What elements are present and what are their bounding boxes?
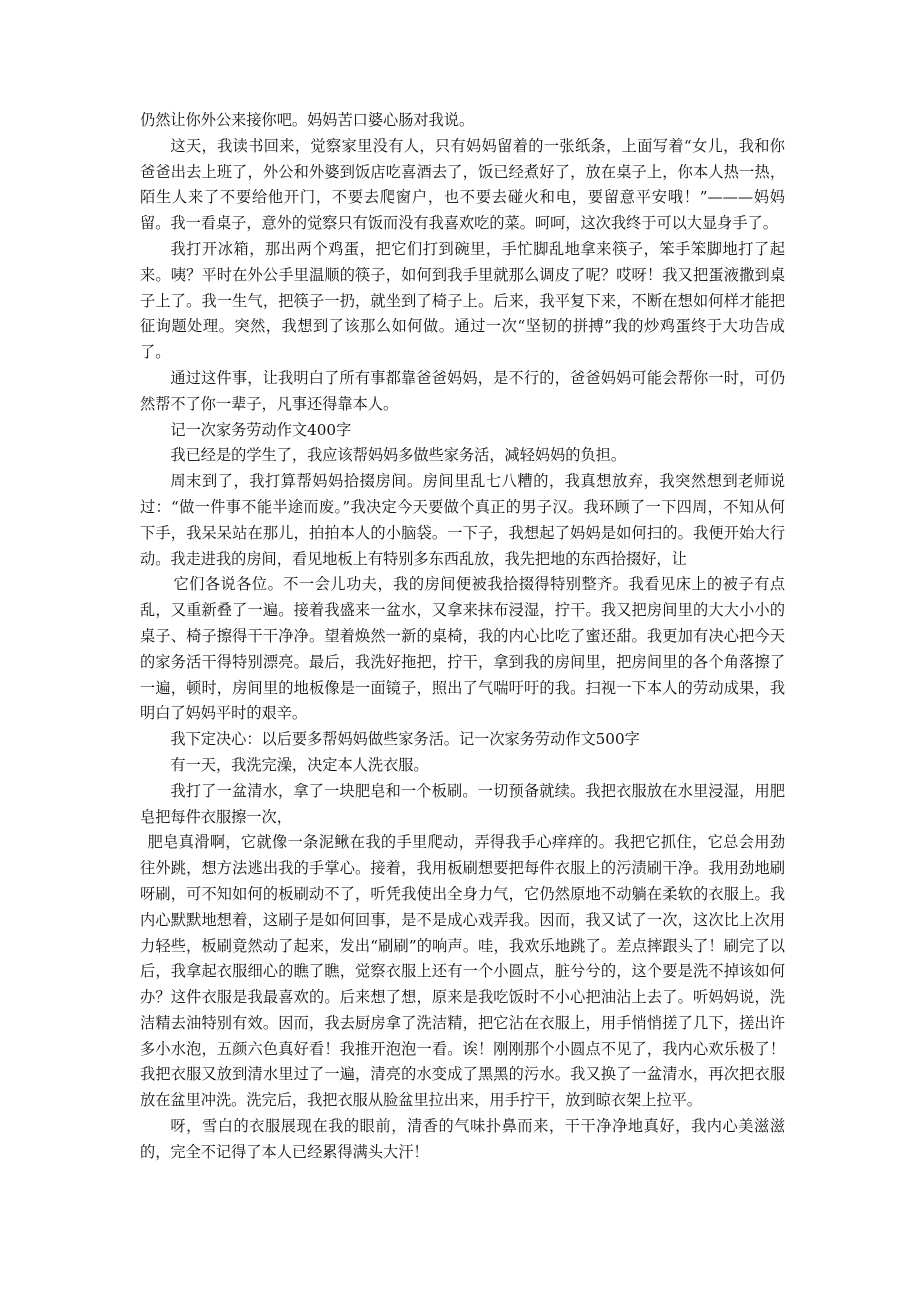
paragraph-10: 我打了一盆清水，拿了一块肥皂和一个板刷。一切预备就续。我把衣服放在水里浸湿，用肥皂把每件衣服擦一次， (140, 781, 785, 826)
paragraph-5: 我已经是的学生了，我应该帮妈妈多做些家务活，减轻妈妈的负担。 (170, 446, 627, 465)
paragraph-11: 肥皂真滑啊，它就像一条泥鳅在我的手里爬动，弄得我手心痒痒的。我把它抓住，它总会用劲往外跳，想方法逃出我的手掌心。接着，我用板刷想要把每件衣服上的污渍刷干净。我用劲地刷呀刷，可不知如何的板刷动不了，听凭我使出全身力气，它仍然原地不动躺在柔软的衣服上。我内心默默地想着，这刷子是如何回事，是不是成心戏弄我。因而，我又试了一次，这次比上次用力轻些，板刷竟然动了起来，发出“刷刷”的响声。哇，我欢乐地跳了。差点摔跟头了！刷完了以后，我拿起衣服细心的瞧了瞧，觉察衣服上还有一个小圆点，脏兮兮的，这个要是洗不掉该如何办？这件衣服是我最喜欢的。后来想了想，原来是我吃饭时不小心把油沾上去了。听妈妈说，洗洁精去油特别有效。因而，我去厨房拿了洗洁精，把它沾在衣服上，用手悄悄搓了几下，搓出许多小水泡，五颜六色真好看！我推开泡泡一看。诶！刚刚那个小圆点不见了，我内心欢乐极了！我把衣服又放到清水里过了一遍，清亮的水变成了黑黑的污水。我又换了一盆清水，再次把衣服放在盆里冲洗。洗完后，我把衣服从脸盆里拉出来，用手拧干，放到晾衣架上拉平。 (140, 833, 785, 1110)
paragraph-8: 我下定决心：以后要多帮妈妈做些家务活。记一次家务劳动作文500字 (170, 730, 640, 749)
paragraph-2: 这天，我读书回来，觉察家里没有人，只有妈妈留着的一张纸条，上面写着“女儿，我和你爸爸出去上班了，外公和外婆到饭店吃喜酒去了，饭已经煮好了，放在桌子上，你本人热一热，陌生人来了不要给他开门，不要去爬窗户，也不要去碰火和电，要留意平安哦！”———妈妈留。我一看桌子，意外的觉察只有饭而没有我喜欢吃的菜。呵呵，这次我终于可以大显身手了。 (140, 136, 785, 233)
paragraph-9: 有一天，我洗完澡，决定本人洗衣服。 (170, 755, 429, 774)
paragraph-12: 呀，雪白的衣服展现在我的眼前，清香的气味扑鼻而来，干干净净地真好，我内心美滋滋的，完全不记得了本人已经累得满头大汗！ (140, 1117, 785, 1161)
paragraph-6: 周末到了，我打算帮妈妈拾掇房间。房间里乱七八糟的，我真想放弃，我突然想到老师说过：“做一件事不能半途而废。”我决定今天要做个真正的男子汉。我环顾了一下四周，不知从何下手，我呆呆站在那儿，拍拍本人的小脑袋。一下子，我想起了妈妈是如何扫的。我便开始大行动。我走进我的房间，看见地板上有特别多东西乱放，我先把地的东西拾掇好，让 (140, 472, 785, 568)
document-page (140, 108, 785, 1166)
paragraph-7: 它们各说各位。不一会儿功夫，我的房间便被我拾掇得特别整齐。我看见床上的被子有点乱，又重新叠了一遍。接着我盛来一盆水，又拿来抹布浸湿，拧干。我又把房间里的大大小小的桌子、椅子擦得干干净净。望着焕然一新的桌椅，我的内心比吃了蜜还甜。我更加有决心把今天的家务活干得特别漂亮。最后，我洗好拖把，拧干，拿到我的房间里，把房间里的各个角落擦了一遍，顿时，房间里的地板像是一面镜子，照出了气喘吁吁的我。扫视一下本人的劳动成果，我明白了妈妈平时的艰辛。 (140, 575, 785, 723)
paragraph-4: 通过这件事，让我明白了所有事都靠爸爸妈妈，是不行的，爸爸妈妈可能会帮你一时，可仍然帮不了你一辈子，凡事还得靠本人。 (140, 368, 785, 413)
section-heading-400: 记一次家务劳动作文400字 (170, 420, 352, 439)
paragraph-3: 我打开冰箱，那出两个鸡蛋，把它们打到碗里，手忙脚乱地拿来筷子，笨手笨脚地打了起来。咦？平时在外公手里温顺的筷子，如何到我手里就那么调皮了呢？哎呀！我又把蛋液撒到桌子上了。我一生气，把筷子一扔，就坐到了椅子上。后来，我平复下来，不断在想如何样才能把征询题处理。突然，我想到了该那么如何做。通过一次“坚韧的拼搏”我的炒鸡蛋终于大功告成了。 (140, 239, 785, 362)
paragraph-1: 仍然让你外公来接你吧。妈妈苦口婆心肠对我说。 (140, 111, 475, 129)
